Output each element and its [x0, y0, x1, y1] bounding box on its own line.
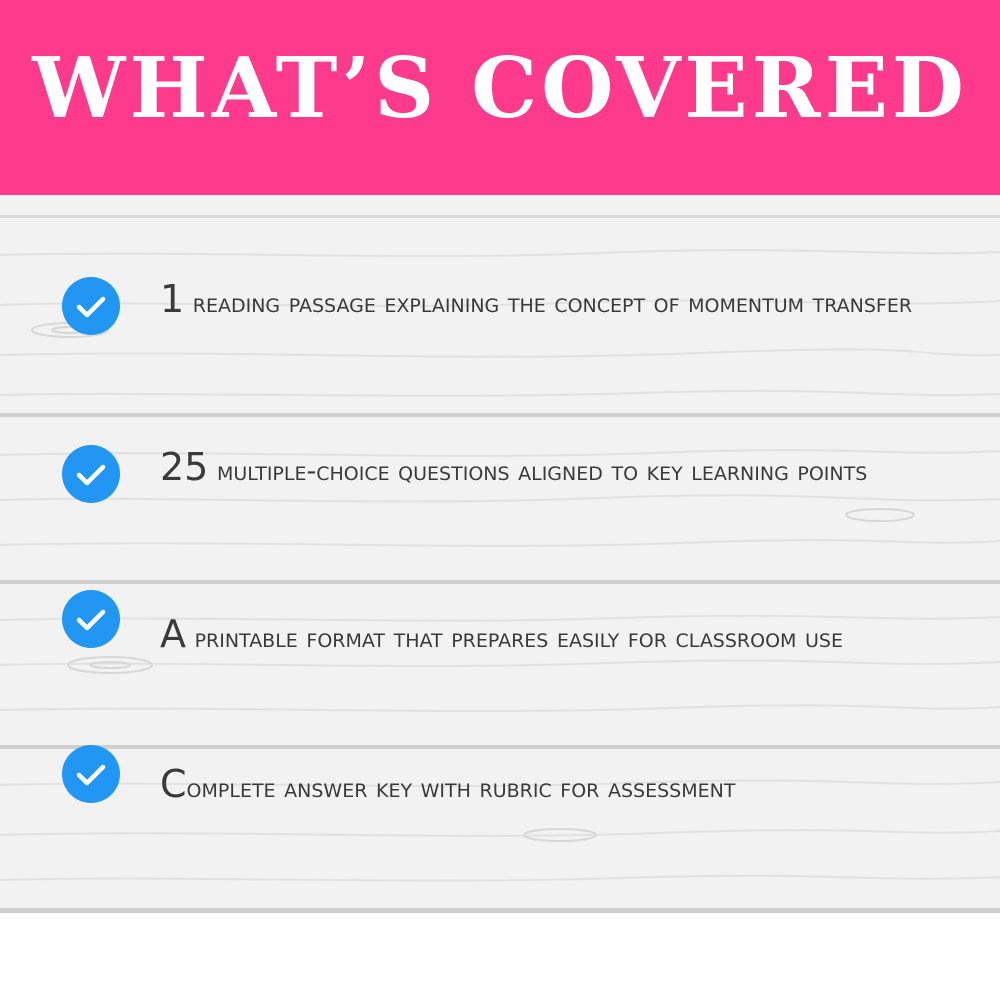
list-item-text: 25 multiple-choice questions aligned to key learning points [160, 445, 868, 489]
list-item-text: Complete answer key with rubric for assessment [160, 762, 736, 806]
check-circle-icon [62, 445, 120, 503]
check-circle-icon [62, 590, 120, 648]
page-title: WHAT’S COVERED [32, 39, 968, 137]
check-circle-icon [62, 277, 120, 335]
check-circle-icon [62, 745, 120, 803]
header-banner [0, 0, 1000, 195]
list-item-text: 1 reading passage explaining the concept of momentum transfer [160, 277, 913, 321]
list-item-text: A printable format that prepares easily for classroom use [160, 612, 843, 656]
